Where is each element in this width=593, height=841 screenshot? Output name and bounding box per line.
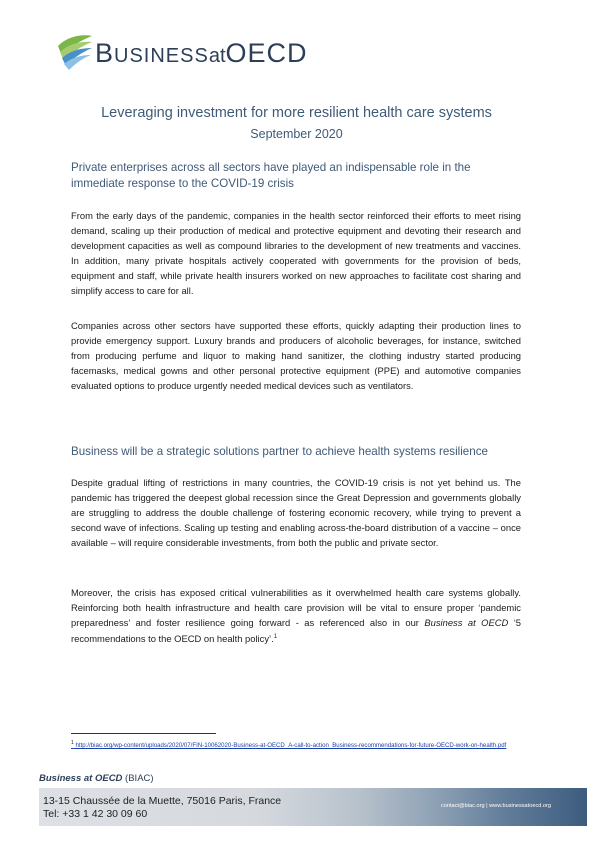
- logo-word-oecd: OECD: [225, 38, 308, 68]
- footnote: [71, 739, 511, 750]
- document-date: September 2020: [250, 127, 343, 141]
- business-at-oecd-logo: [38, 28, 378, 86]
- section-1-paragraph-2: Companies across other sectors have supported these efforts, quickly adapting their production lines to provide emergency support. Luxury brands and producers of alcoholic beverages, for instance, switched from producing perfume and liquor to making hand sanitizer, the clothing industry started producing facemasks, medical gowns and other personal protective equipment (PPE) and automotive companies evaluated options to produce urgently needed medical devices such as ventilators.: [71, 320, 521, 391]
- section-1-heading: Private enterprises across all sectors have played an indispensable role in the immediate response to the COVID-19 crisis: [71, 161, 471, 190]
- logo-letter-b: B: [95, 38, 115, 68]
- document-title: Leveraging investment for more resilient health care systems: [101, 105, 492, 121]
- section-2-paragraph-2: [71, 585, 521, 646]
- logo-wordmark: [95, 38, 308, 69]
- logo-word-at: at: [208, 45, 226, 67]
- paragraph-text: Moreover, the crisis has exposed critical vulnerabilities as it overwhelmed health care systems globally. Reinforcing both health infrastructure and health care provision will be vital to ensure proper ‘pandemic preparedness’ and foster resilience going forward - as referenced also in our: [71, 587, 521, 628]
- section-2-heading: Business will be a strategic solutions partner to achieve health systems resilience: [71, 445, 488, 458]
- footer-phone: Tel: +33 1 42 30 09 60: [43, 808, 148, 820]
- section-2-paragraph-1: Despite gradual lifting of restrictions in many countries, the COVID-19 crisis is not yet behind us. The pandemic has triggered the deepest global recession since the Great Depression and governments globally are struggling to address the double challenge of fostering economic recovery, while trying to prevent a second wave of infections. Scaling up testing and enabling across-the-board distribution of a vaccine – once available – will require considerable investments, from both the public and private sector.: [71, 477, 521, 548]
- footer-org-suffix: (BIAC): [122, 773, 154, 784]
- section-1-paragraph-1: From the early days of the pandemic, companies in the health sector reinforced their efforts to meet rising demand, scaling up their production of medical and protective equipment and devoting their research and development capacities as well as compound libraries to the development of new treatments and vaccines. In addition, many private hospitals actively cooperated with governments for the provision of beds, equipment and staff, while private health insurers worked on new approaches to facilitate cost sharing and simplify access to care for all.: [71, 210, 521, 296]
- logo-word-business: USINESS: [114, 45, 209, 67]
- logo-swoosh-icon: [38, 28, 96, 86]
- footer-org-name: [39, 773, 154, 784]
- footer-org-italic: Business at OECD: [39, 773, 123, 784]
- paragraph-italic-org: Business at OECD: [424, 617, 509, 628]
- footer-contact[interactable]: contact@biac.org | www.businessatoecd.org: [440, 803, 551, 809]
- footer-address: 13-15 Chaussée de la Muette, 75016 Paris, France: [43, 795, 282, 807]
- footnote-divider: [71, 733, 216, 734]
- footnote-reference[interactable]: 1: [273, 634, 278, 640]
- footer-bar: [39, 788, 587, 826]
- footnote-marker: 1: [71, 740, 74, 746]
- footnote-link[interactable]: http://biac.org/wp-content/uploads/2020/07/FIN-10062020-Business-at-OECD_A-call-to-action_Business-recommendations-for-future-OECD-work-on-health.pdf: [75, 742, 507, 750]
- paragraph-text-end: ‘5 recommendations to the OECD on health policy’.: [71, 617, 522, 645]
